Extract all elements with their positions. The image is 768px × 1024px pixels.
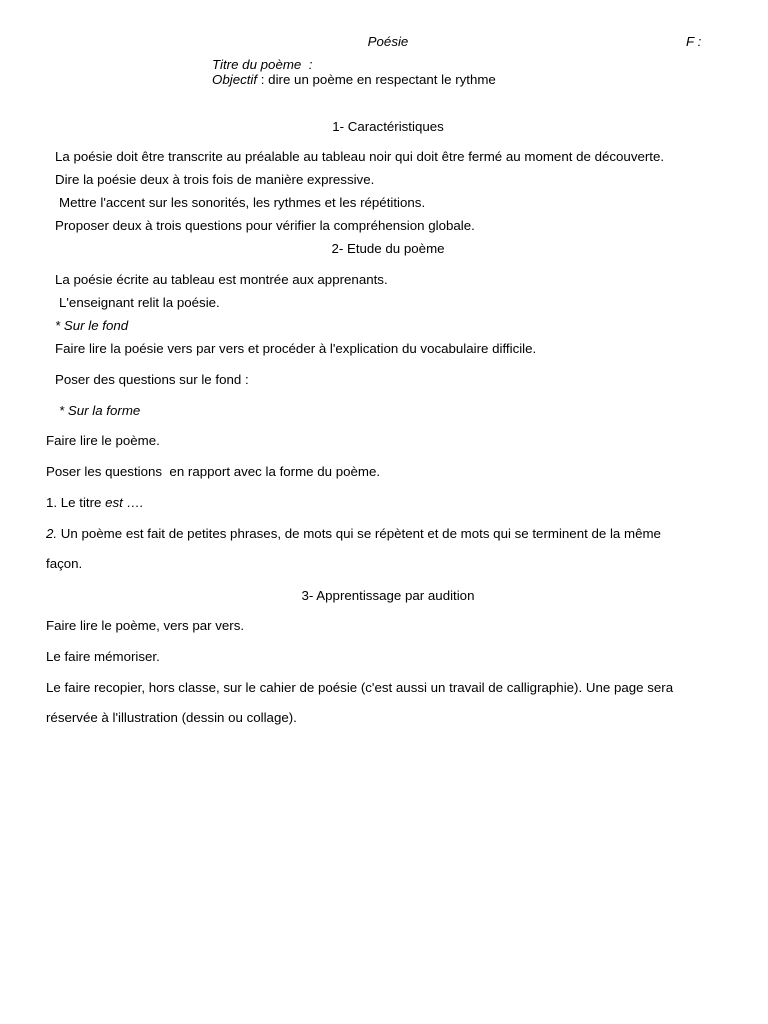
page-title: Poésie xyxy=(367,34,409,49)
numbered-item-2-continuation: façon. xyxy=(46,556,83,571)
paragraph-line: L'enseignant relit la poésie. xyxy=(59,295,220,310)
section-heading-2: 2- Etude du poème xyxy=(331,241,445,256)
item-1-text: 1. Le titre xyxy=(46,495,106,510)
subheading-fond: * Sur le fond xyxy=(55,318,129,333)
numbered-item-2 xyxy=(46,526,661,542)
paragraph-line: réservée à l'illustration (dessin ou collage). xyxy=(46,710,297,725)
paragraph-line: Le faire mémoriser. xyxy=(46,649,160,664)
objective-label: Objectif xyxy=(212,72,258,87)
poem-title-label: Titre du poème : xyxy=(212,57,313,72)
paragraph-line: Poser des questions sur le fond : xyxy=(55,372,249,387)
paragraph-line: Mettre l'accent sur les sonorités, les rythmes et les répétitions. xyxy=(59,195,426,210)
subheading-forme: * Sur la forme xyxy=(59,403,141,418)
objective-line xyxy=(212,72,496,88)
paragraph-line: Le faire recopier, hors classe, sur le cahier de poésie (c'est aussi un travail de calligraphie). Une page sera xyxy=(46,680,674,695)
paragraph-line: Faire lire la poésie vers par vers et procéder à l'explication du vocabulaire difficile. xyxy=(55,341,537,356)
paragraph-line: Proposer deux à trois questions pour vérifier la compréhension globale. xyxy=(55,218,475,233)
paragraph-line: Dire la poésie deux à trois fois de manière expressive. xyxy=(55,172,375,187)
section-heading-1: 1- Caractéristiques xyxy=(332,119,444,134)
field-f-label: F : xyxy=(686,34,702,49)
paragraph-line: Faire lire le poème. xyxy=(46,433,160,448)
item-2-number: 2. xyxy=(46,526,58,541)
paragraph-line: La poésie doit être transcrite au préalable au tableau noir qui doit être fermé au moment de découverte. xyxy=(55,149,665,164)
paragraph-line: La poésie écrite au tableau est montrée aux apprenants. xyxy=(55,272,388,287)
item-1-italic: est …. xyxy=(105,495,144,510)
objective-text: : dire un poème en respectant le rythme xyxy=(257,72,496,87)
numbered-item-1 xyxy=(46,495,144,511)
section-heading-3: 3- Apprentissage par audition xyxy=(301,588,475,603)
item-2-text: Un poème est fait de petites phrases, de mots qui se répètent et de mots qui se terminent de la même xyxy=(57,526,661,541)
paragraph-line: Faire lire le poème, vers par vers. xyxy=(46,618,245,633)
paragraph-line: Poser les questions en rapport avec la forme du poème. xyxy=(46,464,381,479)
